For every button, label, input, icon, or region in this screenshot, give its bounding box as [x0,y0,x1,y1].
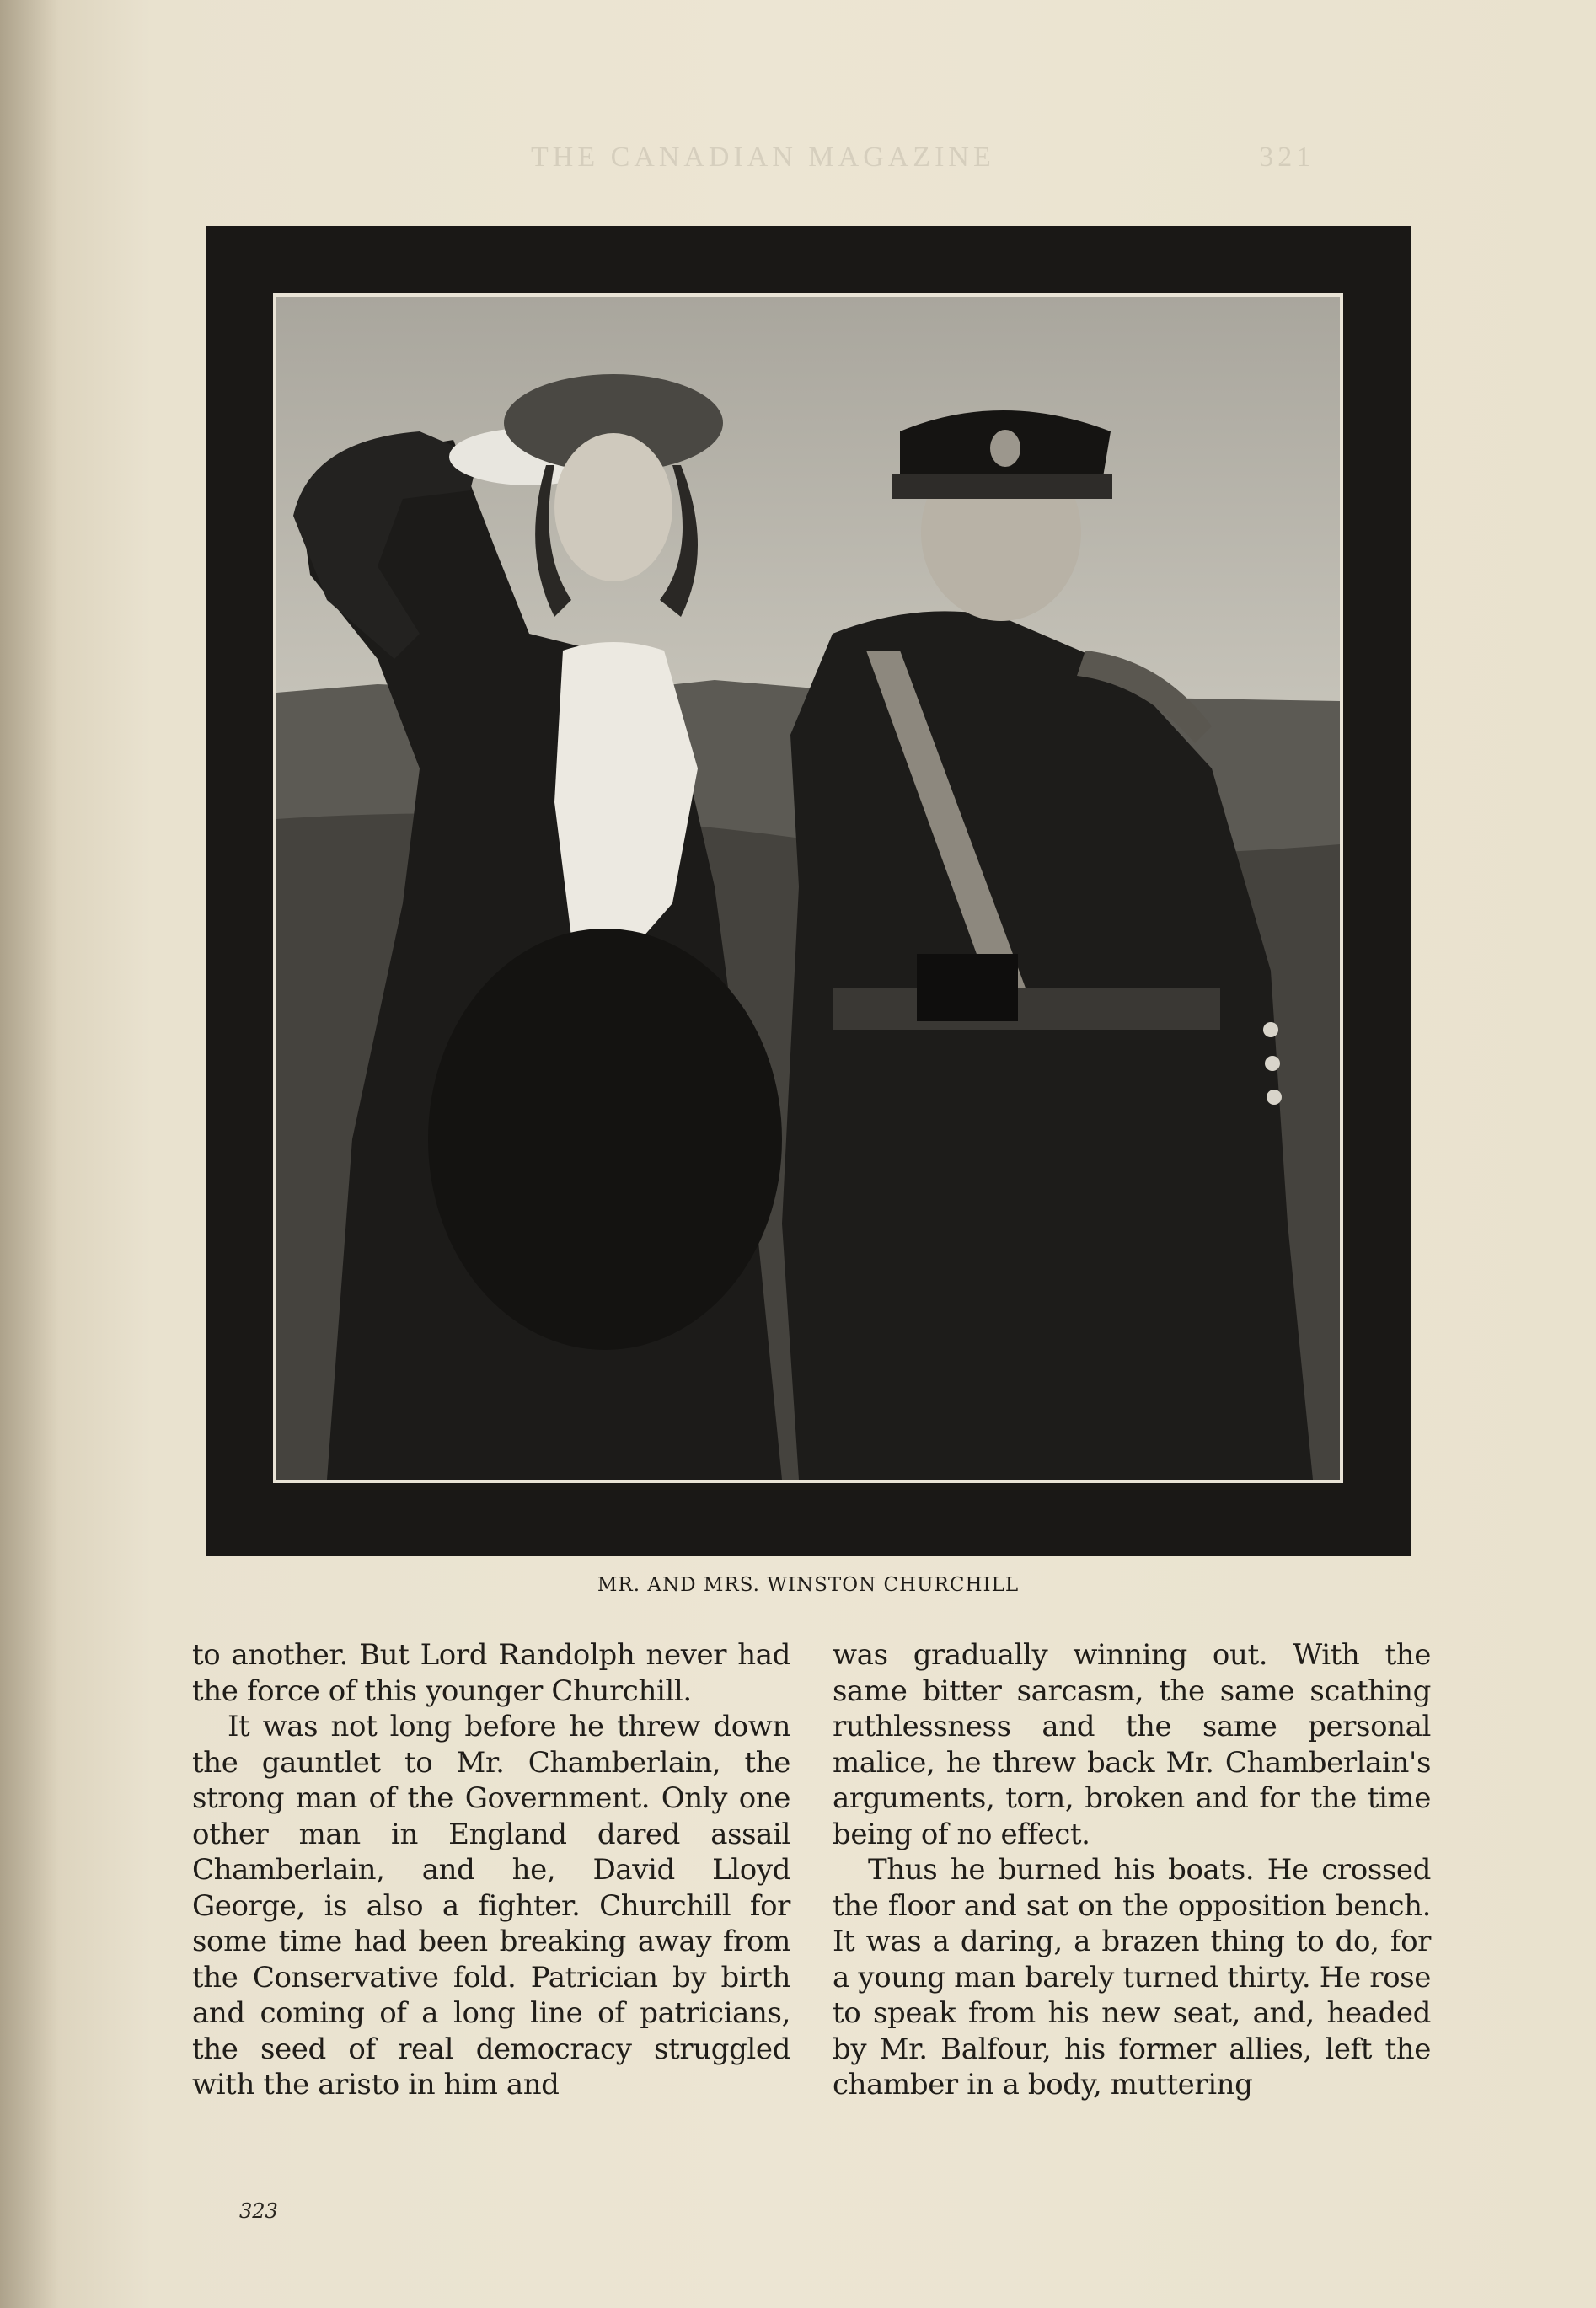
article-paragraph: Thus he burned his boats. He crossed the floor and sat on the opposition bench. It was a daring, a brazen thing to do, for a young man barely turned thirty. He rose to speak from his new seat, and, headed by Mr. Balfour, his former allies, left the chamber in a body, muttering [833,1853,1431,2102]
running-head-page: 321 [1259,142,1315,173]
photograph-illustration [276,297,1340,1480]
binding-gutter-shadow [0,0,59,2308]
photograph-churchills [273,293,1343,1483]
photo-frame [206,226,1411,1556]
article-paragraph: to another. But Lord Randolph never had the force of this younger Churchill. [192,1638,790,1708]
article-paragraph: It was not long before he threw down the gauntlet to Mr. Chamberlain, the strong man of the Government. Only one other man in England dared assail Chamberlain, and he, David Lloyd George, is also a fighter. Churchill for some time had been breaking away from the Conservative fold. Patrician by birth and coming of a long line of patricians, the seed of real democracy struggled with the aristo in him and [192,1710,790,2102]
running-head-bleedthrough [531,142,1441,174]
photo-caption: MR. AND MRS. WINSTON CHURCHILL [597,1574,1020,1596]
page-number: 323 [239,2199,278,2223]
article-column-left [192,1637,790,2103]
article-paragraph: was gradually winning out. With the same bitter sarcasm, the same scathing ruthlessness and the same personal malice, he threw back Mr. Chamberlain's arguments, torn, broken and for the time being of no effect. [833,1638,1431,1851]
article-column-right [833,1637,1431,2103]
running-head-title: THE CANADIAN MAGAZINE [531,142,995,173]
